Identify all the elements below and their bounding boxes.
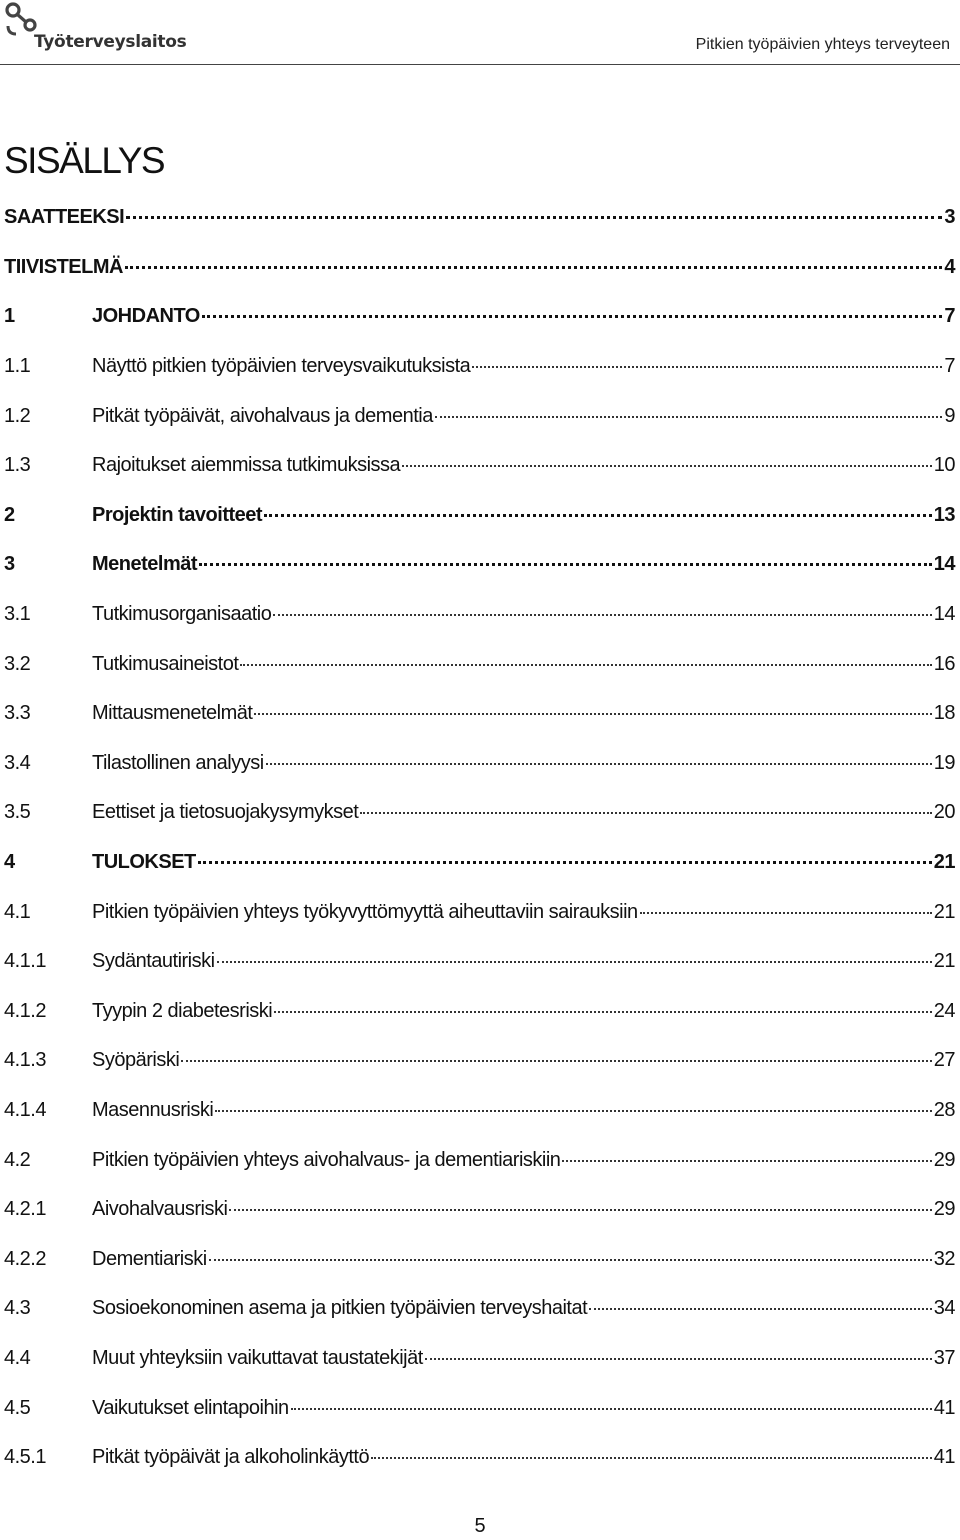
toc-entry-body	[92, 355, 955, 378]
toc-entry[interactable]	[0, 1086, 960, 1136]
toc-dot-leader	[274, 1011, 932, 1013]
toc-entry-page: 32	[933, 1247, 955, 1270]
toc-entry-page: 14	[933, 603, 955, 626]
toc-entry-title: Näyttö pitkien työpäivien terveysvaikutuksista	[92, 355, 471, 378]
toc-entry-body	[92, 1297, 955, 1320]
toc-entry-body	[92, 603, 955, 626]
toc-entry[interactable]	[0, 639, 960, 689]
toc-entry[interactable]	[0, 987, 960, 1037]
toc-entry[interactable]	[0, 243, 960, 293]
toc-entry-body	[92, 504, 955, 527]
toc-dot-leader	[181, 1060, 931, 1062]
toc-entry[interactable]	[0, 193, 960, 243]
toc-entry[interactable]	[0, 1433, 960, 1483]
toc-entry-body	[92, 1397, 955, 1420]
toc-entry-title: JOHDANTO	[92, 305, 200, 328]
toc-entry-number: 4.5	[4, 1396, 31, 1419]
toc-entry-number: 3.4	[4, 751, 31, 774]
toc-dot-leader	[266, 763, 932, 765]
toc-dot-leader	[562, 1160, 931, 1162]
toc-entry-page: 21	[933, 851, 955, 874]
toc-entry-body	[92, 950, 955, 973]
toc-entry-body	[92, 1000, 955, 1023]
toc-entry-title: Aivohalvausriski	[92, 1198, 228, 1221]
toc-entry-page: 37	[933, 1346, 955, 1369]
toc-entry[interactable]	[0, 391, 960, 441]
toc-dot-leader	[589, 1308, 932, 1310]
toc-entry-number: 2	[4, 503, 15, 526]
toc-dot-leader	[198, 861, 932, 864]
toc-entry-body	[92, 702, 955, 725]
toc-entry-page: 16	[933, 652, 955, 675]
toc-entry[interactable]	[0, 441, 960, 491]
toc-dot-leader	[360, 812, 931, 814]
toc-dot-leader	[291, 1408, 932, 1410]
toc-entry[interactable]	[0, 540, 960, 590]
toc-entry-title: Mittausmenetelmät	[92, 702, 253, 725]
toc-entry-page: 41	[933, 1396, 955, 1419]
toc-dot-leader	[254, 713, 931, 715]
toc-entry-number: 4.1.3	[4, 1049, 46, 1072]
toc-entry-page: 28	[933, 1098, 955, 1121]
toc-entry-title: Eettiset ja tietosuojakysymykset	[92, 801, 359, 824]
toc-entry[interactable]	[0, 1383, 960, 1433]
toc-entry[interactable]	[0, 1036, 960, 1086]
toc-entry-page: 27	[933, 1049, 955, 1072]
toc-dot-leader	[209, 1259, 932, 1261]
toc-entry-number: 3.3	[4, 702, 31, 725]
toc-entry-body	[4, 256, 955, 279]
toc-entry-title: Pitkien työpäivien yhteys työkyvyttömyyttä aiheuttaviin sairauksiin	[92, 900, 638, 923]
toc-entry[interactable]	[0, 292, 960, 342]
toc-entry-page: 24	[933, 999, 955, 1022]
toc-entry-body	[92, 1049, 955, 1072]
toc-entry[interactable]	[0, 838, 960, 888]
toc-dot-leader	[371, 1457, 932, 1459]
toc-entry-title: Tyypin 2 diabetesriski	[92, 999, 273, 1022]
toc-entry-title: Tutkimusaineistot	[92, 652, 239, 675]
toc-entry-page: 18	[933, 702, 955, 725]
toc-dot-leader	[402, 465, 932, 467]
toc-entry-page: 21	[933, 900, 955, 923]
toc-entry-title: Dementiariski	[92, 1247, 207, 1270]
toc-entry[interactable]	[0, 1284, 960, 1334]
header-divider	[0, 64, 960, 65]
running-title: Pitkien työpäivien yhteys terveyteen	[695, 36, 950, 53]
toc-entry-body	[92, 1446, 955, 1469]
toc-entry-number: 4.1.1	[4, 950, 46, 973]
toc-entry-number: 1.3	[4, 454, 31, 477]
toc-entry[interactable]	[0, 1334, 960, 1384]
toc-entry-body	[92, 1347, 955, 1370]
toc-dot-leader	[472, 366, 942, 368]
toc-entry-number: 3.1	[4, 603, 31, 626]
toc-entry-title: Tilastollinen analyysi	[92, 751, 264, 774]
toc-entry-number: 3.5	[4, 801, 31, 824]
page-title: SISÄLLYS	[4, 140, 165, 181]
toc-entry-title: Vaikutukset elintapoihin	[92, 1396, 289, 1419]
toc-entry[interactable]	[0, 689, 960, 739]
toc-entry-body	[92, 405, 955, 428]
toc-entry[interactable]	[0, 491, 960, 541]
toc-dot-leader	[215, 1110, 931, 1112]
toc-dot-leader	[217, 961, 932, 963]
toc-entry-body	[92, 454, 955, 477]
toc-entry-title: Pitkät työpäivät, aivohalvaus ja dementia	[92, 404, 433, 427]
toc-entry-number: 4.4	[4, 1346, 31, 1369]
toc-entry-body	[92, 1248, 955, 1271]
toc-dot-leader	[435, 416, 943, 418]
toc-entry-title: Pitkät työpäivät ja alkoholinkäyttö	[92, 1446, 370, 1469]
toc-entry-body	[92, 901, 955, 924]
toc-entry-body	[92, 1198, 955, 1221]
toc-entry-number: 4.1.4	[4, 1098, 46, 1121]
logo-text: Työterveyslaitos	[34, 32, 187, 52]
toc-dot-leader	[640, 912, 932, 914]
toc-entry-title: Pitkien työpäivien yhteys aivohalvaus- ja dementiariskiin	[92, 1148, 561, 1171]
toc-entry-number: 1.2	[4, 404, 31, 427]
toc-entry-title: TIIVISTELMÄ	[4, 255, 123, 278]
toc-entry-page: 3	[944, 206, 955, 229]
toc-entry-body	[92, 1149, 955, 1172]
toc-entry[interactable]	[0, 887, 960, 937]
toc-entry-title: TULOKSET	[92, 851, 196, 874]
toc-entry-number: 4	[4, 851, 15, 874]
toc-entry-title: Muut yhteyksiin vaikuttavat taustatekijät	[92, 1346, 423, 1369]
toc-entry-page: 29	[933, 1198, 955, 1221]
toc-entry-number: 4.5.1	[4, 1446, 46, 1469]
toc-entry-page: 29	[933, 1148, 955, 1171]
toc-dot-leader	[125, 266, 942, 269]
toc-entry-title: Sosioekonominen asema ja pitkien työpäivien terveyshaitat	[92, 1297, 588, 1320]
toc-entry-title: Sydäntautiriski	[92, 950, 215, 973]
toc-entry-number: 3	[4, 553, 15, 576]
table-of-contents	[0, 193, 960, 1482]
toc-entry-number: 3.2	[4, 652, 31, 675]
toc-entry-title: Syöpäriski	[92, 1049, 180, 1072]
toc-entry[interactable]	[0, 1185, 960, 1235]
toc-entry-number: 1	[4, 305, 15, 328]
toc-entry-body	[92, 752, 955, 775]
toc-entry-page: 9	[944, 404, 955, 427]
toc-entry-page: 21	[933, 950, 955, 973]
toc-dot-leader	[240, 664, 931, 666]
toc-entry-page: 10	[933, 454, 955, 477]
toc-entry-page: 20	[933, 801, 955, 824]
toc-entry[interactable]	[0, 739, 960, 789]
toc-entry-page: 4	[944, 255, 955, 278]
page-number: 5	[474, 1515, 486, 1537]
page-header	[0, 0, 960, 66]
toc-entry-number: 4.2.2	[4, 1247, 46, 1270]
toc-entry-number: 4.1.2	[4, 999, 46, 1022]
toc-entry-title: Projektin tavoitteet	[92, 503, 263, 526]
toc-dot-leader	[425, 1358, 932, 1360]
toc-entry-body	[92, 653, 955, 676]
toc-entry-title: SAATTEEKSI	[4, 206, 125, 229]
toc-entry[interactable]	[0, 788, 960, 838]
toc-entry-page: 7	[944, 305, 955, 328]
toc-entry-title: Rajoitukset aiemmissa tutkimuksissa	[92, 454, 401, 477]
toc-entry-page: 19	[933, 751, 955, 774]
toc-entry-number: 4.2.1	[4, 1198, 46, 1221]
organization-logo	[4, 2, 187, 58]
toc-entry-body	[92, 801, 955, 824]
toc-entry[interactable]	[0, 1234, 960, 1284]
toc-entry-number: 4.2	[4, 1148, 31, 1171]
toc-entry-page: 34	[933, 1297, 955, 1320]
toc-entry-body	[92, 1099, 955, 1122]
toc-dot-leader	[229, 1209, 931, 1211]
toc-entry-body	[92, 305, 955, 328]
toc-entry-body	[92, 553, 955, 576]
toc-entry-number: 4.1	[4, 900, 31, 923]
toc-entry[interactable]	[0, 590, 960, 640]
toc-entry-title: Tutkimusorganisaatio	[92, 603, 272, 626]
toc-entry[interactable]	[0, 1135, 960, 1185]
toc-dot-leader	[273, 614, 931, 616]
toc-entry-page: 14	[933, 553, 955, 576]
toc-entry-body	[92, 851, 955, 874]
toc-entry-page: 13	[933, 503, 955, 526]
toc-dot-leader	[126, 216, 942, 219]
toc-dot-leader	[202, 315, 943, 318]
toc-entry-number: 1.1	[4, 355, 31, 378]
toc-entry-title: Menetelmät	[92, 553, 198, 576]
toc-entry-body	[4, 206, 955, 229]
toc-dot-leader	[264, 514, 932, 517]
toc-entry-page: 7	[944, 355, 955, 378]
toc-entry-title: Masennusriski	[92, 1098, 214, 1121]
toc-entry[interactable]	[0, 342, 960, 392]
toc-entry-page: 41	[933, 1446, 955, 1469]
toc-dot-leader	[199, 563, 932, 566]
toc-entry[interactable]	[0, 937, 960, 987]
toc-entry-number: 4.3	[4, 1297, 31, 1320]
